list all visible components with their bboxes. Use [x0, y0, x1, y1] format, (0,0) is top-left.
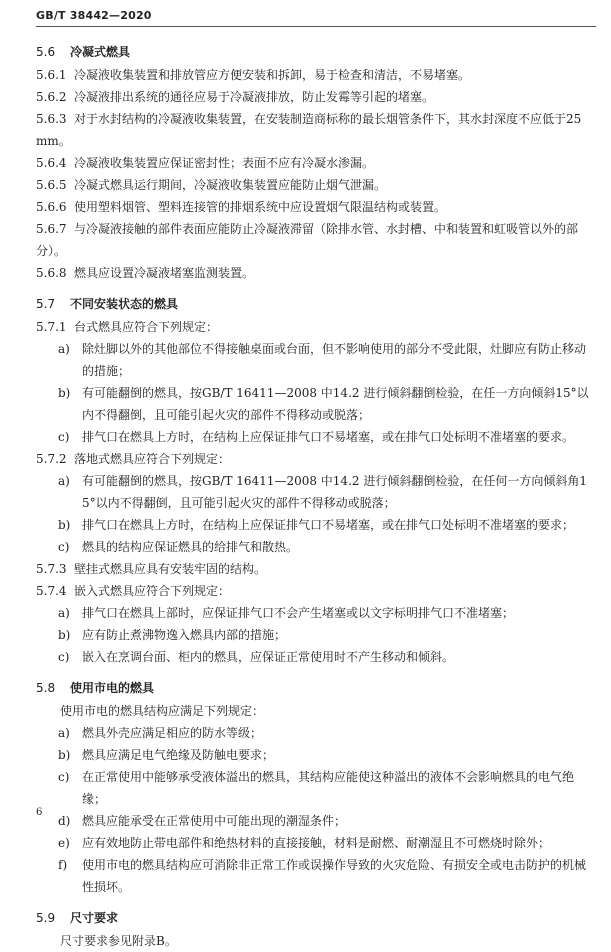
section-title-text: 不同安装状态的燃具 [70, 297, 179, 311]
list-item [36, 514, 596, 536]
list-label: a) [58, 474, 70, 488]
clause-number: 5.7.3 [36, 562, 67, 576]
clause-text: 使用塑料烟管、塑料连接管的排烟系统中应设置烟气限温结构或装置。 [74, 200, 447, 214]
list-text: 排气口在燃具上方时，在结构上应保证排气口不易堵塞，或在排气口处标明不准堵塞的要求； [82, 518, 575, 532]
clause-text: 冷凝液收集装置和排放管应方便安装和拆卸，易于检查和清洁，不易堵塞。 [74, 68, 471, 82]
list-item [36, 766, 596, 810]
list-item [36, 602, 596, 624]
clause-text: 冷凝式燃具运行期间，冷凝液收集装置应能防止烟气泄漏。 [74, 178, 387, 192]
clause-text: 与冷凝液接触的部件表面应能防止冷凝液滞留（除排水管、水封槽、中和装置和虹吸管以外的部分）。 [36, 222, 579, 258]
section-title-text: 尺寸要求 [70, 911, 119, 925]
clause-5-6-2 [36, 86, 596, 108]
clause-number: 5.6.8 [36, 266, 67, 280]
section-number: 5.7 [36, 297, 56, 311]
list-item [36, 646, 596, 668]
clause-5-7-3 [36, 558, 596, 580]
section-number: 5.9 [36, 911, 56, 925]
list-text: 除灶脚以外的其他部位不得接触桌面或台面，但不影响使用的部分不受此限，灶脚应有防止移动的措施； [82, 342, 587, 378]
section-number: 5.8 [36, 681, 56, 695]
list-item [36, 744, 596, 766]
list-text: 燃具应满足电气绝缘及防触电要求； [82, 748, 275, 762]
list-label: c) [58, 650, 70, 664]
list-label: e) [58, 836, 70, 850]
clause-number: 5.6.6 [36, 200, 67, 214]
list-label: c) [58, 430, 70, 444]
clause-text: 台式燃具应符合下列规定： [74, 320, 219, 334]
clause-5-7-2 [36, 448, 596, 470]
clause-5-6-7 [36, 218, 596, 262]
section-5-6-title [36, 40, 596, 64]
list-label: b) [58, 748, 71, 762]
page-number: 6 [36, 807, 43, 818]
clause-5-6-1 [36, 64, 596, 86]
section-5-9-title [36, 906, 596, 930]
section-number: 5.6 [36, 45, 56, 59]
clause-number: 5.7.4 [36, 584, 67, 598]
list-item [36, 722, 596, 744]
clause-5-7-1 [36, 316, 596, 338]
page-header-standard: GB/T 38442—2020 [36, 9, 152, 22]
list-text: 应有防止煮沸物逸入燃具内部的措施； [82, 628, 287, 642]
clause-text: 落地式燃具应符合下列规定： [74, 452, 231, 466]
list-item [36, 624, 596, 646]
document-body [36, 40, 596, 952]
list-item [36, 536, 596, 558]
list-text: 排气口在燃具上方时，在结构上应保证排气口不易堵塞，或在排气口处标明不准堵塞的要求。 [82, 430, 575, 444]
section-title-text: 使用市电的燃具 [70, 681, 155, 695]
list-text: 燃具应能承受在正常使用中可能出现的潮湿条件； [82, 814, 347, 828]
list-text: 嵌入在烹调台面、柜内的燃具，应保证正常使用时不产生移动和倾斜。 [82, 650, 455, 664]
list-label: b) [58, 628, 71, 642]
list-item [36, 382, 596, 426]
clause-5-6-6 [36, 196, 596, 218]
clause-5-6-4 [36, 152, 596, 174]
list-text: 有可能翻倒的燃具，按GB/T 16411—2008 中14.2 进行倾斜翻倒检验，在任何一方向倾斜角15°以内不得翻倒，且可能引起火灾的部件不得移动或脱落； [82, 474, 587, 510]
clause-text: 嵌入式燃具应符合下列规定： [74, 584, 231, 598]
list-label: f) [58, 858, 68, 872]
list-item [36, 854, 596, 898]
list-item [36, 426, 596, 448]
list-label: d) [58, 814, 71, 828]
list-item [36, 810, 596, 832]
clause-number: 5.6.7 [36, 222, 67, 236]
clause-number: 5.6.3 [36, 112, 67, 126]
list-item [36, 832, 596, 854]
clause-text: 冷凝液排出系统的通径应易于冷凝液排放，防止发霉等引起的堵塞。 [74, 90, 435, 104]
clause-text: 燃具应设置冷凝液堵塞监测装置。 [74, 266, 255, 280]
list-text: 应有效地防止带电部件和绝热材料的直接接触，材料是耐燃、耐潮湿且不可燃烧时除外； [82, 836, 551, 850]
clause-number: 5.7.1 [36, 320, 67, 334]
list-label: a) [58, 342, 70, 356]
clause-number: 5.6.1 [36, 68, 67, 82]
list-label: a) [58, 606, 70, 620]
list-label: b) [58, 386, 71, 400]
list-text: 燃具的结构应保证燃具的给排气和散热。 [82, 540, 299, 554]
list-text: 在正常使用中能够承受液体溢出的燃具，其结构应能使这种溢出的液体不会影响燃具的电气绝缘； [82, 770, 575, 806]
clause-text: 冷凝液收集装置应保证密封性；表面不应有冷凝水渗漏。 [74, 156, 375, 170]
section-5-9-text: 尺寸要求参见附录B。 [60, 934, 177, 948]
clause-number: 5.7.2 [36, 452, 67, 466]
clause-number: 5.6.2 [36, 90, 67, 104]
list-text: 使用市电的燃具结构应可消除非正常工作或误操作导致的火灾危险、有损安全或电击防护的机械性损坏。 [82, 858, 587, 894]
clause-number: 5.6.5 [36, 178, 67, 192]
list-text: 燃具外壳应满足相应的防水等级； [82, 726, 263, 740]
clause-5-6-8 [36, 262, 596, 284]
section-5-8-title [36, 676, 596, 700]
list-label: c) [58, 770, 70, 784]
clause-text: 对于水封结构的冷凝液收集装置，在安装制造商标称的最长烟管条件下，其水封深度不应低于25 mm。 [36, 112, 582, 148]
section-title-text: 冷凝式燃具 [70, 45, 131, 59]
clause-text: 壁挂式燃具应具有安装牢固的结构。 [74, 562, 267, 576]
list-label: b) [58, 518, 71, 532]
header-rule [36, 26, 596, 27]
section-5-7-title [36, 292, 596, 316]
list-text: 排气口在燃具上部时，应保证排气口不会产生堵塞或以文字标明排气口不准堵塞； [82, 606, 515, 620]
list-label: c) [58, 540, 70, 554]
list-item [36, 470, 596, 514]
list-text: 有可能翻倒的燃具，按GB/T 16411—2008 中14.2 进行倾斜翻倒检验，在任一方向倾斜15°以内不得翻倒，且可能引起火灾的部件不得移动或脱落； [82, 386, 589, 422]
clause-5-6-5 [36, 174, 596, 196]
clause-number: 5.6.4 [36, 156, 67, 170]
list-item [36, 338, 596, 382]
clause-5-6-3 [36, 108, 596, 152]
list-label: a) [58, 726, 70, 740]
section-5-8-intro: 使用市电的燃具结构应满足下列规定： [60, 704, 265, 718]
clause-5-7-4 [36, 580, 596, 602]
